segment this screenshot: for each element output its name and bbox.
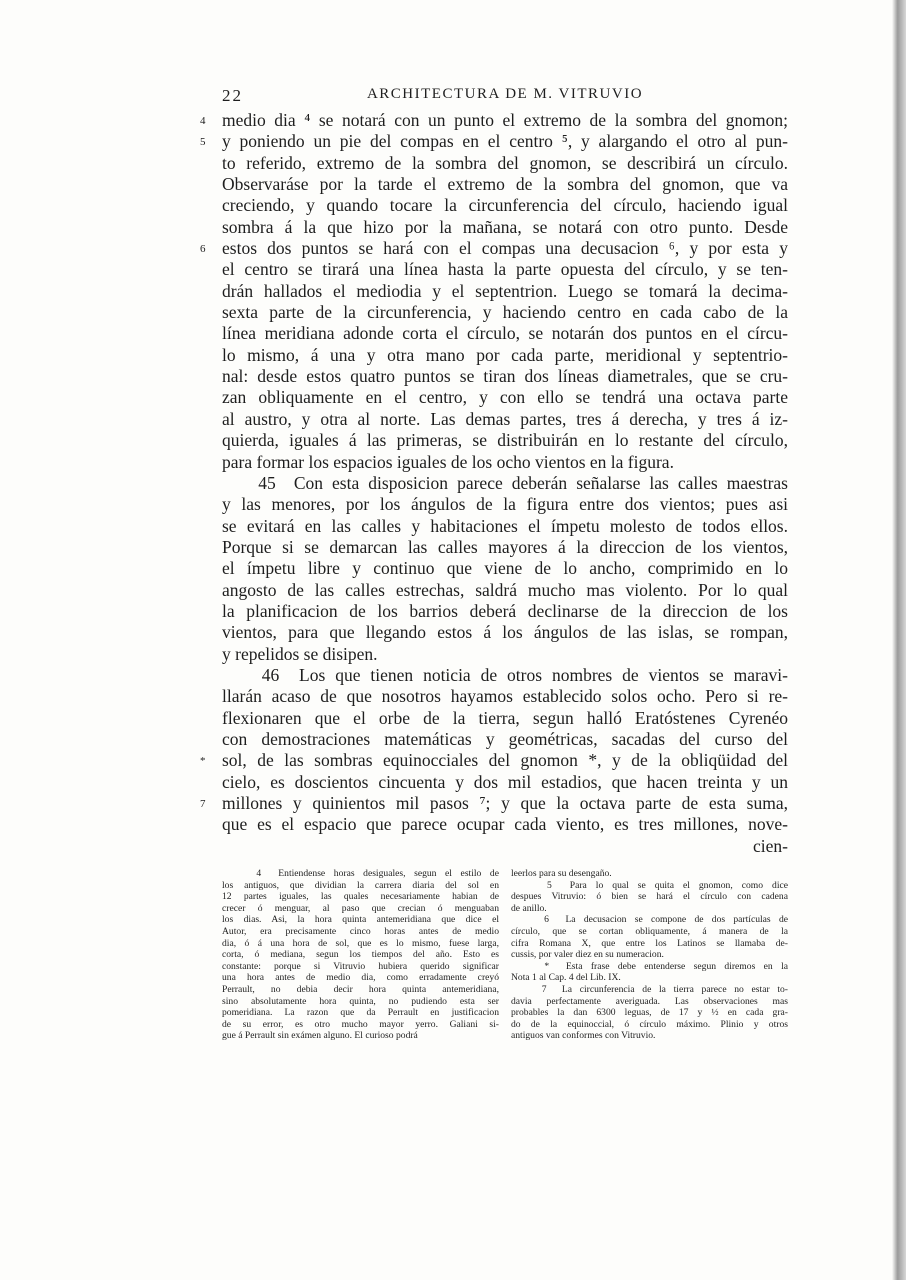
footnote-line: dia, ó á una hora de sol, que es lo mismo, fuese larga, xyxy=(222,937,499,949)
line-text: creciendo, y quando tocare la circunferencia del círculo, haciendo igual xyxy=(222,195,788,216)
footnotes-right-column xyxy=(511,868,788,1042)
line-text: sexta parte de la circunferencia, y haciendo centro en cada cabo de la xyxy=(222,302,788,323)
footnote-line: antiguos van conformes con Vitruvio. xyxy=(511,1030,656,1042)
text-line xyxy=(200,110,788,131)
line-text: al austro, y otra al norte. Las demas partes, tres á derecha, y tres á iz- xyxy=(222,408,788,429)
text-line xyxy=(222,644,788,665)
text-line xyxy=(222,323,788,344)
line-text: la planificacion de los barrios deberá declinarse de la direccion de los xyxy=(222,600,788,621)
line-text: lo mismo, á una y otra mano por cada parte, meridional y septentrio- xyxy=(222,344,788,365)
footnote-line: una hora antes de medio dia, como erradamente creyó xyxy=(222,972,499,984)
footnote-line: cussis, por valer diez en su numeracion. xyxy=(511,949,664,961)
footnotes xyxy=(222,868,788,1042)
footnote-line: 7 La circunferencia de la tierra parece no estar to- xyxy=(511,983,788,995)
footnote-line: davia perfectamente averiguada. Las observaciones mas xyxy=(511,995,788,1007)
footnote-line: 5 Para lo qual se quita el gnomon, como dice xyxy=(511,879,788,891)
line-text: llarán acaso de que nosotros hayamos establecido solos ocho. Pero si re- xyxy=(222,686,788,707)
line-text: con demostraciones matemáticas y geométricas, sacadas del curso del xyxy=(222,728,788,749)
text-line xyxy=(222,345,788,366)
footnote-line: Nota 1 al Cap. 4 del Lib. IX. xyxy=(511,972,621,984)
margin-note: 6 xyxy=(200,243,206,256)
line-text: sol, de las sombras equinocciales del gnomon *, y de la obliqüidad del xyxy=(222,750,788,771)
line-text: nal: desde estos quatro puntos se tiran dos líneas diametrales, que se cru- xyxy=(222,366,788,387)
footnote-line: corta, ó mediana, segun los tiempos del año. Esto es xyxy=(222,949,499,961)
line-text: y repelidos se disipen. xyxy=(222,643,378,664)
line-text: zan obliquamente en el centro, y con ello se tendrá una octava parte xyxy=(222,387,788,408)
text-line xyxy=(222,772,788,793)
text-line xyxy=(222,259,788,280)
footnote-line: Autor, era precisamente cinco horas antes de medio xyxy=(222,925,499,937)
text-line xyxy=(222,537,788,558)
footnote-line: los dias. Asi, la hora quinta antemeridiana que dice el xyxy=(222,914,499,926)
footnote-line: de anillo. xyxy=(511,902,547,914)
footnote-line: crecer ó menguar, al paso que crecian ó menguaban xyxy=(222,902,499,914)
text-line xyxy=(222,729,788,750)
line-text: flexionaren que el orbe de la tierra, segun halló Eratóstenes Cyrenéo xyxy=(222,707,788,728)
text-line xyxy=(222,302,788,323)
text-line xyxy=(222,580,788,601)
text-line xyxy=(222,814,788,835)
footnote-line: pomeridiana. La razon que da Perrault en justificacion xyxy=(222,1007,499,1019)
text-line xyxy=(222,665,788,686)
line-text: vientos, para que llegando estos á los ángulos de las islas, se rompan, xyxy=(222,622,788,643)
text-line xyxy=(222,430,788,451)
text-line xyxy=(222,558,788,579)
line-text: y poniendo un pie del compas en el centro ⁵, y alargando el otro al pun- xyxy=(222,131,788,152)
line-text: que es el espacio que parece ocupar cada viento, es tres millones, nove- xyxy=(222,814,788,835)
line-text: y las menores, por los ángulos de la figura entre dos vientos; pues asi xyxy=(222,494,788,515)
text-line xyxy=(222,387,788,408)
text-line xyxy=(222,366,788,387)
line-text: 45 Con esta disposicion parece deberán señalarse las calles maestras xyxy=(222,472,788,493)
text-line xyxy=(222,601,788,622)
footnote-line: 12 partes iguales, las quales necesariamente habian de xyxy=(222,891,499,903)
footnote-line: gue á Perrault sin exámen alguno. El curioso podrá xyxy=(222,1030,418,1042)
margin-note: 7 xyxy=(200,798,206,810)
line-text: para formar los espacios iguales de los ocho vientos en la figura. xyxy=(222,451,674,472)
footnote-line: do de la equinoccial, ó círculo máximo. Plinio y otros xyxy=(511,1018,788,1030)
line-text: Porque si se demarcan las calles mayores á la direccion de los vientos, xyxy=(222,536,788,557)
footnote-line: sino absolutamente hora quinta, no pudiendo esta ser xyxy=(222,995,499,1007)
line-text: drán hallados el mediodia y el septentrion. Luego se tomará la decima- xyxy=(222,280,788,301)
running-head: ARCHITECTURA DE M. VITRUVIO xyxy=(366,86,644,102)
footnotes-left-column xyxy=(222,868,499,1042)
text-line xyxy=(222,473,788,494)
line-text: cien- xyxy=(753,835,788,856)
page-number: 22 xyxy=(222,86,243,105)
line-text: millones y quinientos mil pasos ⁷; y que la octava parte de esta suma, xyxy=(222,793,788,813)
text-line xyxy=(222,836,788,857)
line-text: angosto de las calles estrechas, saldrá mucho mas violento. Por lo qual xyxy=(222,579,788,600)
footnote-line: cifra Romana X, que entre los Latinos se llamaba de- xyxy=(511,937,788,949)
footnote-line: los antiguos, que dividian la carrera diaria del sol en xyxy=(222,879,499,891)
footnote-line: despues Vitruvio: ó bien se hará el círculo con cadena xyxy=(511,891,788,903)
footnote-line: de su error, es otro mucho mayor yerro. Galiani si- xyxy=(222,1018,499,1030)
footnote-line: círculo, que se cortan obliquamente, á manera de la xyxy=(511,925,788,937)
line-text: 46 Los que tienen noticia de otros nombres de vientos se maravi- xyxy=(222,664,788,685)
line-text: medio dia ⁴ se notará con un punto el extremo de la sombra del gnomon; xyxy=(222,110,788,130)
text-line xyxy=(222,217,788,238)
line-text: cielo, es doscientos cincuenta y dos mil estadios, que hacen treinta y un xyxy=(222,771,788,792)
text-line xyxy=(222,622,788,643)
text-line xyxy=(222,452,788,473)
text-line xyxy=(200,238,788,259)
line-text: sombra á la que hizo por la mañana, se notará con otro punto. Desde xyxy=(222,216,788,237)
margin-note: * xyxy=(200,755,206,768)
footnote-line: Perrault, no debia decir hora quinta antemeridiana, xyxy=(222,983,499,995)
text-line xyxy=(222,494,788,515)
text-line xyxy=(200,131,788,152)
line-text: línea meridiana adonde corta el círculo, se notarán dos puntos en el círcu- xyxy=(222,323,788,344)
text-line xyxy=(200,793,788,814)
scan-edge-shadow xyxy=(892,0,906,1280)
text-line xyxy=(200,750,788,771)
footnote-line: 4 Entiendense horas desiguales, segun el estilo de xyxy=(222,868,499,879)
line-text: el centro se tirará una línea hasta la parte opuesta del círculo, y se ten- xyxy=(222,259,788,280)
text-line xyxy=(222,409,788,430)
footnote-line: constante: porque si Vitruvio hubiera querido significar xyxy=(222,960,499,972)
footnote-line: 6 La decusacion se compone de dos partículas de xyxy=(511,914,788,926)
text-line xyxy=(222,686,788,707)
page-header xyxy=(222,86,788,108)
footnote-line: leerlos para su desengaño. xyxy=(511,868,612,879)
line-text: se evitará en las calles y habitaciones el ímpetu molesto de todos ellos. xyxy=(222,515,788,536)
line-text: Observaráse por la tarde el extremo de la sombra del gnomon, que va xyxy=(222,174,788,195)
margin-note: 5 xyxy=(200,136,206,149)
text-line xyxy=(222,708,788,729)
line-text: estos dos puntos se hará con el compas una decusacion ⁶, y por esta y xyxy=(222,238,788,259)
text-line xyxy=(222,174,788,195)
line-text: to referido, extremo de la sombra del gnomon, se describirá un círculo. xyxy=(222,152,788,173)
footnote-line: probables la dan 6300 leguas, de 17 y ½ en cada gra- xyxy=(511,1007,788,1019)
text-line xyxy=(222,195,788,216)
text-line xyxy=(222,153,788,174)
main-text xyxy=(200,110,788,857)
text-line xyxy=(222,516,788,537)
text-line xyxy=(222,281,788,302)
line-text: quierda, iguales á las primeras, se distribuirán en lo restante del círculo, xyxy=(222,430,788,451)
margin-note: 4 xyxy=(200,115,206,127)
footnote-line: * Esta frase debe entenderse segun diremos en la xyxy=(511,960,788,972)
line-text: el ímpetu libre y continuo que viene de lo ancho, comprimido en lo xyxy=(222,558,788,579)
